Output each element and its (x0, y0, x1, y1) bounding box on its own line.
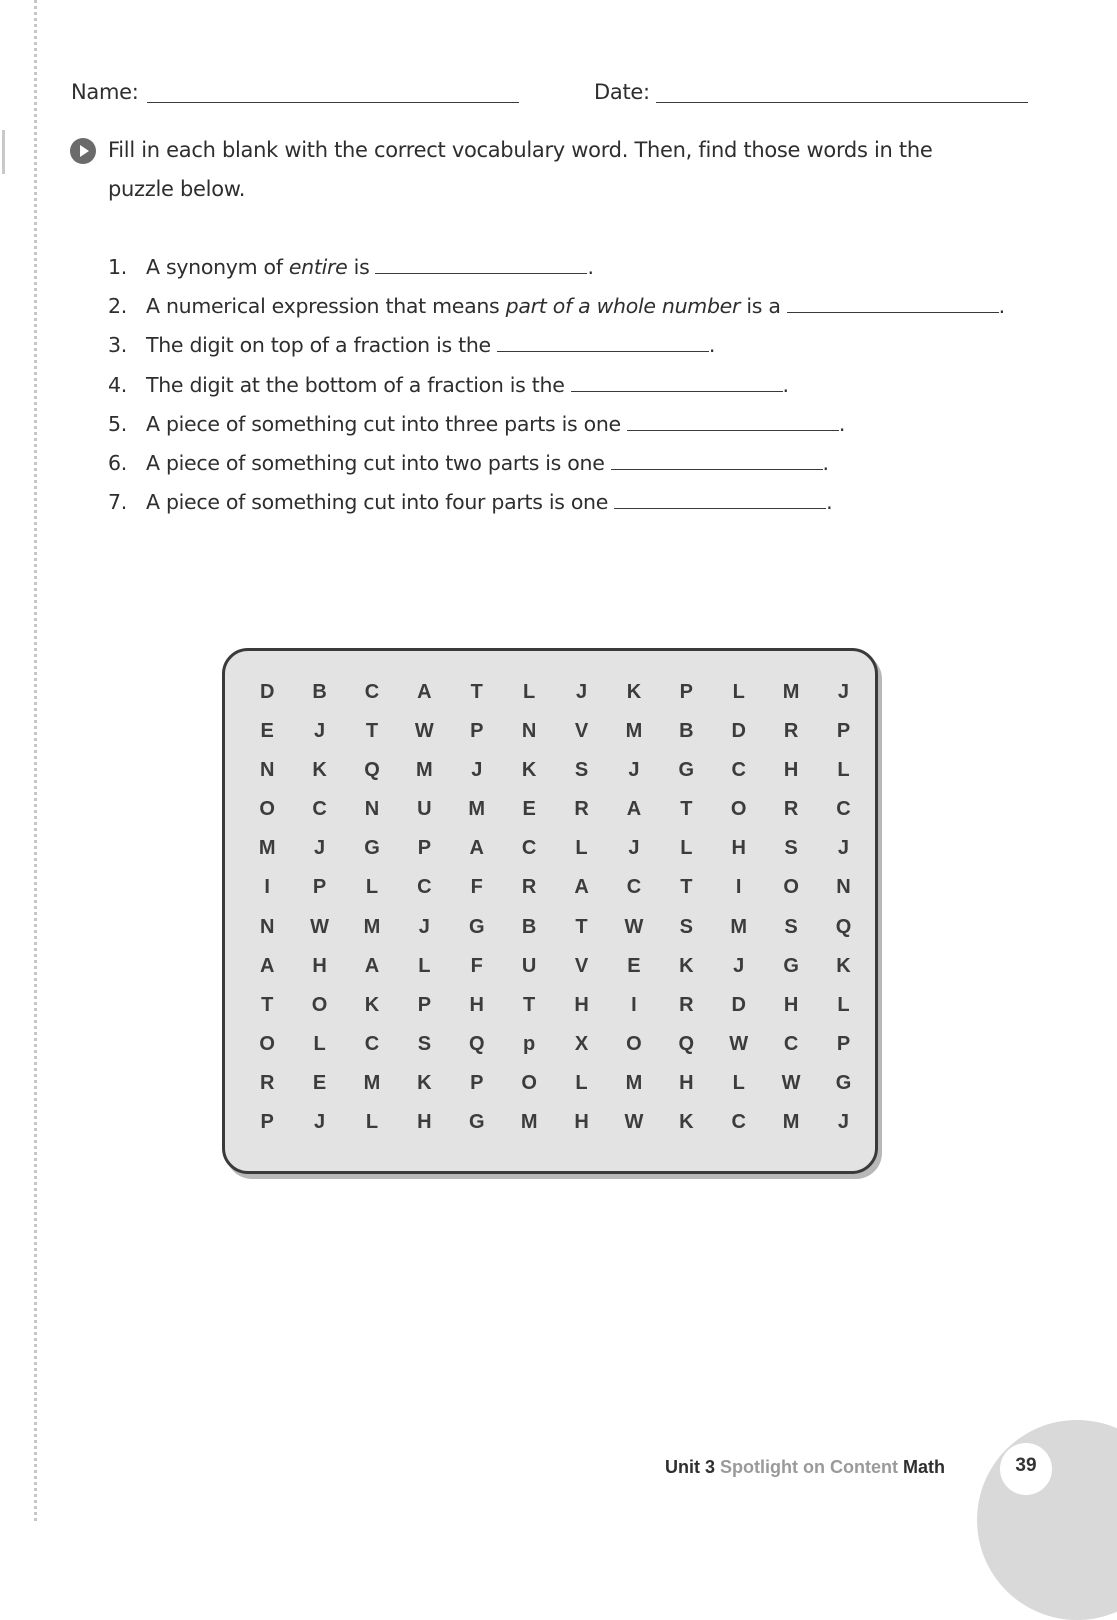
puzzle-letter[interactable]: D (259, 681, 275, 703)
puzzle-letter[interactable]: H (574, 1111, 589, 1134)
word-search-puzzle (222, 648, 878, 1174)
question-period: . (826, 490, 833, 515)
puzzle-letter[interactable]: J (471, 759, 483, 782)
puzzle-row (241, 838, 870, 877)
puzzle-letter[interactable]: W (414, 720, 434, 743)
date-field[interactable] (656, 102, 1028, 103)
puzzle-letter[interactable]: P (470, 720, 484, 743)
puzzle-letter[interactable]: L (418, 954, 431, 977)
question-emphasis: entire (288, 255, 348, 279)
puzzle-letter[interactable]: F (470, 876, 483, 899)
puzzle-letter[interactable]: C (521, 837, 537, 860)
puzzle-letter[interactable]: K (836, 954, 851, 977)
puzzle-letter[interactable]: J (628, 759, 640, 782)
edge-mark (2, 130, 5, 174)
puzzle-letter[interactable]: H (679, 1071, 694, 1094)
puzzle-letter[interactable]: M (625, 1071, 643, 1094)
question-text: A piece of something cut into three parts is one (146, 411, 621, 436)
puzzle-letter[interactable]: Q (364, 759, 380, 782)
puzzle-letter[interactable]: G (783, 954, 799, 977)
puzzle-letter[interactable]: H (783, 759, 799, 782)
puzzle-letter[interactable]: M (625, 720, 643, 743)
question-2 (108, 287, 1005, 326)
puzzle-letter[interactable]: O (730, 798, 747, 821)
answer-blank[interactable] (614, 490, 826, 509)
question-number: 5. (108, 411, 127, 436)
question-text: The digit on top of a fraction is the (146, 333, 491, 358)
question-list (108, 248, 1005, 522)
puzzle-letter[interactable]: E (522, 798, 536, 821)
puzzle-letter[interactable]: G (468, 915, 485, 938)
puzzle-letter[interactable]: V (574, 720, 589, 743)
puzzle-letter[interactable]: J (733, 954, 745, 977)
answer-blank[interactable] (627, 412, 839, 431)
puzzle-letter[interactable]: N (364, 798, 380, 821)
puzzle-letter[interactable]: S (417, 1032, 432, 1055)
puzzle-letter[interactable]: T (470, 681, 483, 703)
puzzle-letter[interactable]: J (575, 681, 588, 703)
puzzle-letter[interactable]: C (626, 876, 642, 899)
puzzle-letter[interactable]: Q (678, 1032, 695, 1055)
puzzle-letter[interactable]: M (782, 681, 800, 703)
question-period: . (708, 333, 716, 358)
puzzle-letter[interactable]: K (679, 1111, 694, 1134)
puzzle-letter[interactable]: W (781, 1071, 801, 1094)
puzzle-letter[interactable]: P (836, 720, 851, 743)
puzzle-letter[interactable]: R (679, 993, 694, 1016)
question-period: . (822, 450, 829, 475)
footer-unit: Unit 3 (665, 1457, 716, 1477)
puzzle-letter[interactable]: S (574, 759, 589, 782)
puzzle-letter[interactable]: N (259, 759, 275, 782)
puzzle-letter[interactable]: A (574, 876, 589, 899)
puzzle-letter[interactable]: M (468, 798, 486, 821)
puzzle-letter[interactable]: L (732, 1071, 745, 1094)
puzzle-row (241, 1112, 870, 1151)
puzzle-letter[interactable]: H (783, 993, 799, 1016)
puzzle-letter[interactable]: I (631, 993, 637, 1016)
puzzle-letter[interactable]: J (314, 1111, 326, 1134)
puzzle-letter[interactable]: O (783, 876, 799, 899)
question-text: is (347, 255, 370, 279)
question-text: A piece of something cut into two parts is one (146, 450, 605, 475)
puzzle-letter[interactable]: P (679, 681, 693, 703)
question-period: . (838, 411, 846, 436)
question-emphasis: part of a whole number (505, 294, 741, 319)
puzzle-letter[interactable]: U (521, 954, 537, 977)
puzzle-letter[interactable]: J (628, 837, 640, 860)
answer-blank[interactable] (787, 294, 999, 313)
puzzle-letter[interactable]: S (784, 915, 798, 938)
puzzle-letter[interactable]: C (731, 1111, 746, 1134)
puzzle-letter[interactable]: L (313, 1032, 326, 1055)
instructions-text: Fill in each blank with the correct vocabulary word. Then, find those words in the puzzle below. (108, 138, 933, 201)
puzzle-letter[interactable]: T (523, 993, 536, 1016)
question-number: 3. (108, 333, 127, 358)
puzzle-letter[interactable]: O (259, 798, 275, 821)
puzzle-row (241, 682, 870, 721)
page-corner-circle (977, 1420, 1117, 1620)
puzzle-letter[interactable]: B (312, 681, 327, 703)
question-number: 1. (108, 255, 127, 279)
puzzle-letter[interactable]: C (731, 759, 746, 782)
puzzle-letter[interactable]: K (679, 954, 694, 977)
puzzle-letter[interactable]: T (680, 798, 693, 821)
puzzle-letter[interactable]: O (626, 1032, 642, 1055)
puzzle-letter[interactable]: L (523, 681, 536, 703)
puzzle-letter[interactable]: P (312, 876, 327, 899)
page-number: 39 (1015, 1455, 1037, 1476)
puzzle-letter[interactable]: H (469, 993, 484, 1016)
puzzle-letter[interactable]: C (364, 1032, 380, 1055)
puzzle-letter[interactable]: L (575, 837, 588, 860)
answer-blank[interactable] (611, 451, 823, 470)
puzzle-letter[interactable]: K (417, 1071, 432, 1094)
puzzle-letter[interactable]: U (417, 798, 432, 821)
puzzle-letter[interactable]: K (364, 993, 380, 1016)
puzzle-letter[interactable]: J (314, 720, 326, 743)
puzzle-letter[interactable]: P (417, 993, 432, 1016)
question-5 (108, 405, 1005, 444)
question-number: 6. (108, 450, 127, 475)
puzzle-letter[interactable]: L (575, 1071, 588, 1094)
puzzle-letter[interactable]: H (312, 954, 327, 977)
puzzle-row (241, 995, 870, 1034)
puzzle-letter[interactable]: R (783, 720, 799, 743)
puzzle-letter[interactable]: T (261, 993, 274, 1016)
puzzle-letter[interactable]: L (837, 759, 850, 782)
puzzle-letter[interactable]: J (837, 681, 850, 703)
puzzle-letter[interactable]: A (259, 954, 275, 977)
question-number: 7. (108, 490, 127, 515)
puzzle-letter[interactable]: S (679, 915, 693, 938)
question-3 (108, 326, 1005, 365)
answer-blank[interactable] (375, 255, 587, 274)
puzzle-letter[interactable]: E (260, 720, 274, 743)
puzzle-letter[interactable]: E (627, 954, 641, 977)
puzzle-letter[interactable]: M (416, 759, 433, 782)
puzzle-letter[interactable]: M (782, 1111, 800, 1134)
puzzle-letter[interactable]: G (364, 837, 380, 860)
footer-spotlight: Spotlight on Content (720, 1457, 898, 1477)
answer-blank[interactable] (571, 373, 783, 392)
puzzle-letter[interactable]: L (680, 837, 693, 860)
puzzle-row (241, 917, 870, 956)
puzzle-row (241, 721, 870, 760)
puzzle-letter[interactable]: P (836, 1032, 851, 1055)
puzzle-letter[interactable]: A (626, 798, 642, 821)
puzzle-letter[interactable]: A (469, 837, 484, 860)
puzzle-letter[interactable]: T (680, 876, 693, 899)
puzzle-letter[interactable]: M (520, 1111, 538, 1134)
puzzle-letter[interactable]: N (521, 720, 537, 743)
puzzle-letter[interactable]: W (729, 1032, 749, 1055)
puzzle-letter[interactable]: M (363, 1071, 381, 1094)
puzzle-letter[interactable]: B (679, 720, 694, 743)
puzzle-letter[interactable]: J (837, 837, 850, 860)
puzzle-letter[interactable]: C (312, 798, 327, 821)
question-period: . (998, 294, 1005, 319)
puzzle-letter[interactable]: A (417, 681, 432, 703)
question-6 (108, 444, 1005, 483)
puzzle-letter[interactable]: G (835, 1071, 852, 1094)
question-7 (108, 483, 1005, 522)
question-text: The digit at the bottom of a fraction is the (146, 372, 565, 397)
puzzle-letter[interactable]: H (574, 993, 589, 1016)
puzzle-letter[interactable]: K (626, 681, 642, 703)
question-period: . (782, 372, 789, 397)
puzzle-letter[interactable]: J (418, 915, 430, 938)
puzzle-letter[interactable]: W (624, 1111, 644, 1134)
question-4 (108, 366, 1005, 405)
puzzle-letter[interactable]: R (574, 798, 589, 821)
puzzle-row (241, 1073, 870, 1112)
puzzle-letter[interactable]: C (836, 798, 851, 821)
puzzle-row (241, 799, 870, 838)
puzzle-letter[interactable]: C (783, 1032, 799, 1055)
puzzle-letter[interactable]: W (624, 915, 644, 938)
puzzle-letter[interactable]: A (364, 954, 380, 977)
question-text: A synonym of (146, 255, 289, 279)
question-number: 2. (108, 294, 127, 319)
puzzle-letter[interactable]: G (678, 759, 695, 782)
puzzle-row (241, 877, 870, 916)
question-text: A piece of something cut into four parts is one (146, 490, 609, 515)
name-label: Name: (71, 80, 139, 104)
puzzle-letter[interactable]: P (470, 1071, 484, 1094)
puzzle-letter[interactable]: T (575, 915, 588, 938)
footer-title (665, 1457, 945, 1478)
puzzle-letter[interactable]: H (731, 837, 746, 860)
puzzle-letter[interactable]: D (731, 720, 746, 743)
puzzle-letter[interactable]: V (574, 954, 589, 977)
play-arrow-icon (70, 138, 96, 164)
puzzle-letter[interactable]: C (364, 681, 380, 703)
date-label: Date: (594, 80, 650, 104)
puzzle-letter[interactable]: I (735, 876, 742, 899)
puzzle-letter[interactable]: T (365, 720, 379, 743)
puzzle-letter[interactable]: F (470, 954, 483, 977)
puzzle-letter[interactable]: O (311, 993, 328, 1016)
puzzle-letter[interactable]: R (521, 876, 537, 899)
puzzle-letter[interactable]: J (837, 1111, 850, 1134)
puzzle-letter[interactable]: J (314, 837, 326, 860)
name-field[interactable] (147, 102, 519, 103)
puzzle-letter[interactable]: M (363, 915, 381, 938)
puzzle-letter[interactable]: L (732, 681, 745, 703)
puzzle-letter[interactable]: Q (835, 915, 852, 938)
question-period: . (587, 255, 594, 279)
puzzle-row (241, 1034, 870, 1073)
puzzle-letter[interactable]: X (574, 1032, 589, 1055)
puzzle-letter[interactable]: D (731, 993, 746, 1016)
puzzle-letter[interactable]: L (365, 876, 379, 899)
puzzle-letter[interactable]: O (521, 1071, 537, 1094)
puzzle-letter[interactable]: O (259, 1032, 275, 1055)
puzzle-letter[interactable]: N (259, 915, 275, 938)
puzzle-letter[interactable]: W (310, 915, 330, 938)
puzzle-letter[interactable]: K (312, 759, 327, 782)
puzzle-letter[interactable]: p (523, 1032, 536, 1055)
question-number: 4. (108, 372, 127, 397)
binding-margin (34, 0, 37, 1521)
puzzle-letter[interactable]: H (417, 1111, 432, 1134)
puzzle-letter[interactable]: R (259, 1071, 275, 1094)
puzzle-letter[interactable]: P (417, 837, 432, 860)
puzzle-letter[interactable]: M (730, 915, 748, 938)
puzzle-letter[interactable]: I (264, 876, 270, 899)
puzzle-letter[interactable]: L (837, 993, 850, 1016)
question-text: A numerical expression that means (146, 294, 506, 319)
question-1 (108, 248, 1005, 287)
puzzle-letter[interactable]: N (836, 876, 851, 899)
puzzle-letter[interactable]: E (312, 1071, 327, 1094)
answer-blank[interactable] (497, 333, 709, 352)
question-text: is a (740, 294, 781, 319)
puzzle-row (241, 760, 870, 799)
puzzle-letter[interactable]: G (468, 1111, 485, 1134)
puzzle-row (241, 956, 870, 995)
puzzle-letter[interactable]: Q (468, 1032, 485, 1055)
puzzle-letter[interactable]: R (783, 798, 799, 821)
puzzle-letter[interactable]: P (260, 1111, 274, 1134)
puzzle-letter[interactable]: S (784, 837, 798, 860)
puzzle-letter[interactable]: K (521, 759, 537, 782)
puzzle-letter[interactable]: C (417, 876, 432, 899)
puzzle-letter[interactable]: M (258, 837, 276, 860)
puzzle-grid (241, 682, 870, 1151)
footer-subject: Math (903, 1457, 945, 1477)
puzzle-letter[interactable]: B (521, 915, 537, 938)
puzzle-letter[interactable]: L (365, 1111, 379, 1134)
